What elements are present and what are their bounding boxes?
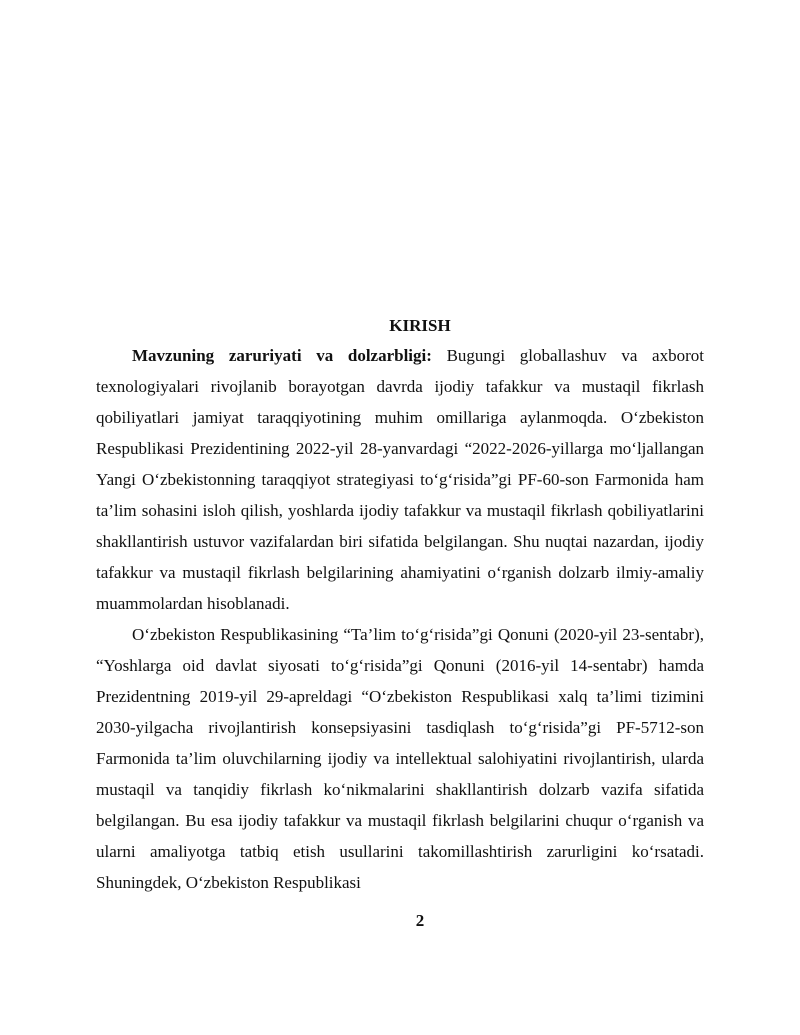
- body-text: [96, 340, 704, 898]
- section-heading: KIRISH: [389, 316, 451, 335]
- page-number: 2: [415, 911, 425, 930]
- paragraph-relevance-text: Bugungi globallashuv va axborot texnologiyalari rivojlanib borayotgan davrda ijodiy tafakkur va mustaqil fikrlash qobiliyatlari jamiyat taraqqiyotining muhim omillariga aylanmoqda. O‘zbekiston Respublikasi Prezidentining 2022-yil 28-yanvardagi “2022-2026-yillarga mo‘ljallangan Yangi O‘zbekistonning taraqqiyot strategiyasi to‘g‘risida”gi PF-60-son Farmonida ham ta’lim sohasini isloh qilish, yoshlarda ijodiy tafakkur va mustaqil fikrlash qobiliyatlarini shakllantirish ustuvor vazifalardan biri sifatida belgilangan. Shu nuqtai nazardan, ijodiy tafakkur va mustaqil fikrlash belgilarining ahamiyatini o‘rganish dolzarb ilmiy-amaliy muammolardan hisoblanadi.: [96, 346, 704, 613]
- paragraph-lead: Mavzuning zaruriyati va dolzarbligi:: [132, 346, 432, 365]
- paragraph-relevance: [96, 340, 704, 619]
- paragraph-legislation: O‘zbekiston Respublikasining “Ta’lim to‘g‘risida”gi Qonuni (2020-yil 23-sentabr), “Yoshlarga oid davlat siyosati to‘g‘risida”gi Qonuni (2016-yil 14-sentabr) hamda Prezidentning 2019-yil 29-apreldagi “O‘zbekiston Respublikasi xalq ta’limi tizimini 2030-yilgacha rivojlantirish konsepsiyasini tasdiqlash to‘g‘risida”gi PF-5712-son Farmonida ta’lim oluvchilarning ijodiy va intellektual salohiyatini rivojlantirish, ularda mustaqil va tanqidiy fikrlash ko‘nikmalarini shakllantirish dolzarb vazifa sifatida belgilangan. Bu esa ijodiy tafakkur va mustaqil fikrlash belgilarini chuqur o‘rganish va ularni amaliyotga tatbiq etish usullarini takomillashtirish zarurligini ko‘rsatadi. Shuningdek, O‘zbekiston Respublikasi: [96, 625, 704, 892]
